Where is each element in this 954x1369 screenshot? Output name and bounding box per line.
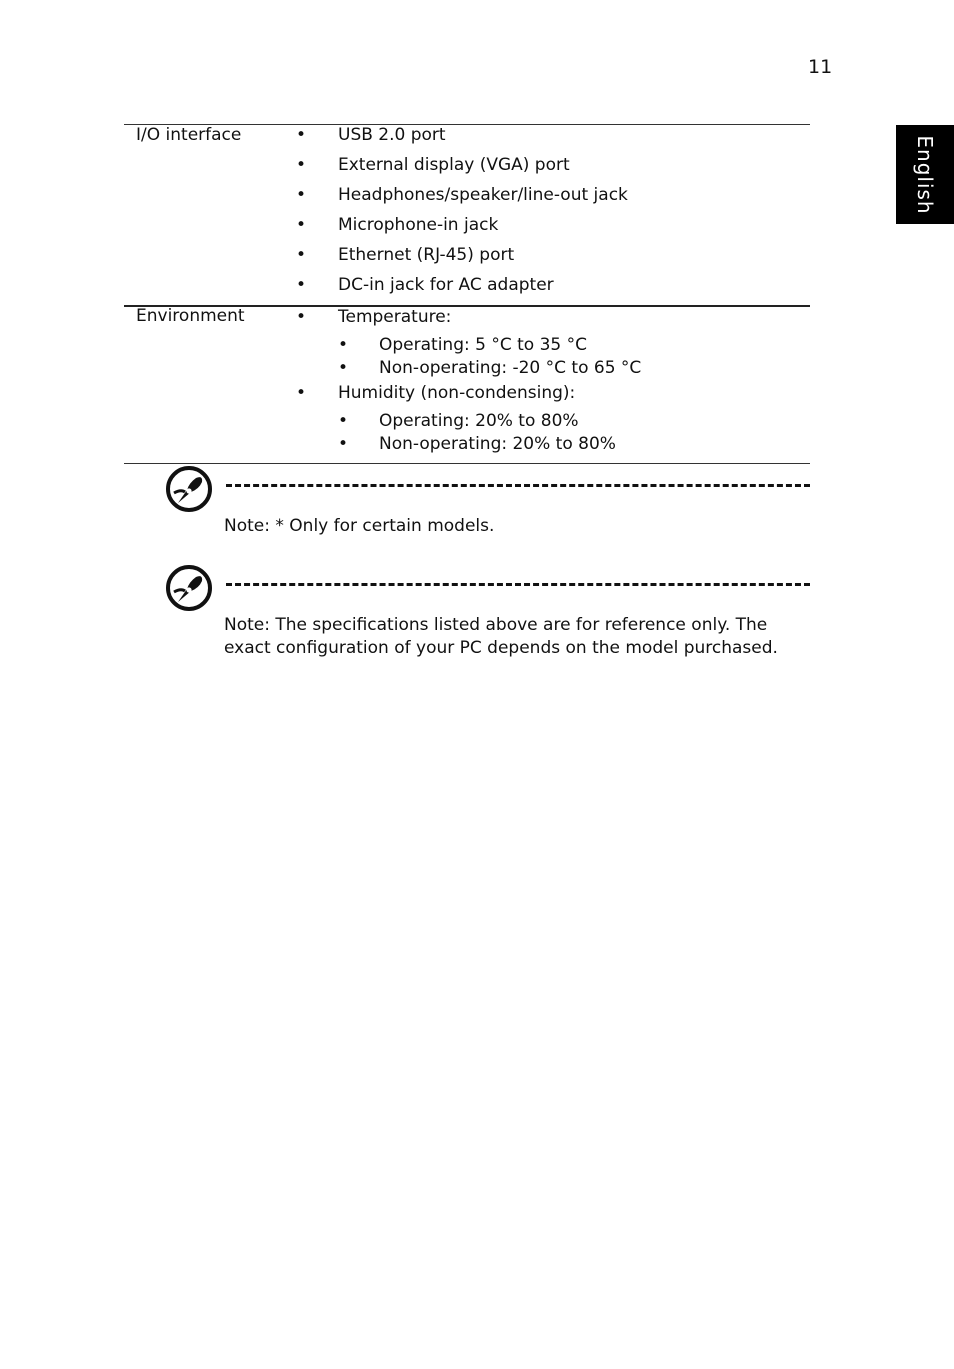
bullet: •	[338, 411, 349, 431]
bullet: •	[296, 275, 307, 295]
row-label-io: I/O interface	[136, 125, 242, 145]
note-pen-icon	[165, 465, 213, 513]
bullet: •	[338, 358, 349, 378]
note-text: Note: The specifications listed above are for reference only. The exact configuration of your PC depends on the model purchased.	[224, 615, 778, 658]
bullet: •	[338, 434, 349, 454]
note-text: Note: * Only for certain models.	[224, 516, 495, 536]
bullet: •	[296, 383, 307, 403]
note-pen-icon	[165, 564, 213, 612]
language-tab	[896, 125, 954, 224]
bullet: •	[296, 245, 307, 265]
bullet: •	[296, 215, 307, 235]
bullet: •	[296, 185, 307, 205]
bullet: •	[296, 307, 307, 327]
language-tab-label: English	[913, 134, 937, 215]
page-number: 11	[808, 56, 833, 78]
dashed-divider	[226, 583, 810, 586]
dashed-divider	[226, 484, 810, 487]
bullet: •	[338, 335, 349, 355]
bullet: •	[296, 155, 307, 175]
bullet: •	[296, 125, 307, 145]
spec-row-environment: Environment • Temperature: • Operating: 5 °C to 35 °C • Non-operating: -20 °C to 65 °C • Humidity (non-condensing): • Operating: 20% to 80% • Non-operating: 20% to 80%	[124, 305, 810, 464]
spec-row-io-interface: I/O interface • USB 2.0 port • External display (VGA) port • Headphones/speaker/line-out jack • Microphone-in jack • Ethernet (RJ-45) port • DC-in jack for AC adapter	[124, 124, 810, 305]
spec-table	[124, 124, 810, 464]
row-label-environment: Environment	[136, 306, 245, 326]
